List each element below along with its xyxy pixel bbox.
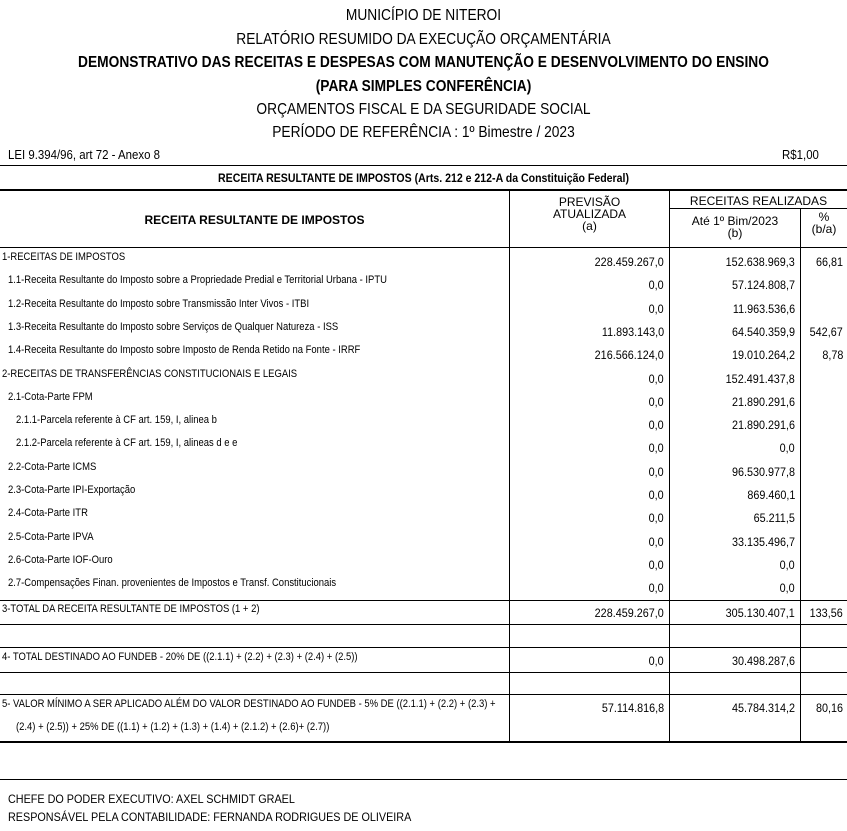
row-realized: 21.890.291,6 (731, 418, 795, 432)
row-label: 2.6-Cota-Parte IOF-Ouro (8, 554, 113, 566)
row-realized: 0,0 (779, 558, 795, 572)
row-realized: 869.460,1 (746, 488, 795, 502)
row-forecast: 0,0 (648, 581, 664, 595)
percent-line1: % (818, 210, 830, 224)
until-line2: (b) (727, 226, 743, 240)
row-label: 1.2-Receita Resultante do Imposto sobre Transmissão Inter Vivos - ITBI (8, 298, 310, 310)
section-title: RECEITA RESULTANTE DE IMPOSTOS (Arts. 212 e 212-A da Constituição Federal) (218, 171, 629, 185)
fundeb-label: 4- TOTAL DESTINADO AO FUNDEB - 20% DE ((2.1.1) + (2.2) + (2.3) + (2.4) + (2.5)) (2, 651, 358, 663)
row-label: 2.7-Compensações Finan. provenientes de Impostos e Transf. Constitucionais (8, 577, 337, 589)
col-header-until-bim (670, 215, 800, 239)
row-realized: 57.124.808,7 (731, 278, 795, 292)
row-forecast: 0,0 (648, 441, 664, 455)
rule-total-bottom (0, 624, 847, 625)
row-realized: 96.530.977,8 (731, 465, 795, 479)
row-forecast: 0,0 (648, 418, 664, 432)
row-realized: 152.491.437,8 (725, 372, 795, 386)
rule-footer (0, 779, 847, 780)
row-forecast: 0,0 (648, 372, 664, 386)
row-realized: 64.540.359,9 (731, 325, 795, 339)
row-forecast: 0,0 (648, 465, 664, 479)
row-label: 1-RECEITAS DE IMPOSTOS (2, 251, 126, 263)
row-label: 2.4-Cota-Parte ITR (8, 507, 88, 519)
law-reference: LEI 9.394/96, art 72 - Anexo 8 (8, 147, 161, 162)
fundeb-realized: 30.498.287,6 (731, 654, 795, 668)
rule-table-bottom (0, 741, 847, 743)
row-realized: 65.211,5 (753, 511, 795, 525)
forecast-line1: PREVISÃO (558, 195, 621, 209)
row-forecast: 0,0 (648, 488, 664, 502)
row-forecast: 0,0 (648, 395, 664, 409)
row-realized: 152.638.969,3 (725, 255, 795, 269)
conference-note: (PARA SIMPLES CONFERÊNCIA) (315, 78, 532, 95)
forecast-line2: ATUALIZADA (552, 207, 627, 221)
accounting-responsible: RESPONSÁVEL PELA CONTABILIDADE: FERNANDA RODRIGUES DE OLIVEIRA (8, 810, 412, 824)
report-title: RELATÓRIO RESUMIDO DA EXECUÇÃO ORÇAMENTÁRIA (236, 31, 611, 48)
row-label: 2-RECEITAS DE TRANSFERÊNCIAS CONSTITUCIONAIS E LEGAIS (2, 368, 298, 380)
minimum-label-line1: 5- VALOR MÍNIMO A SER APLICADO ALÉM DO VALOR DESTINADO AO FUNDEB - 5% DE ((2.1.1) + (2.2) + (2.3) + (2, 698, 496, 710)
row-percent: 8,78 (821, 348, 843, 362)
fundeb-forecast: 0,0 (648, 654, 664, 668)
row-percent: 66,81 (815, 255, 843, 269)
row-percent: 542,67 (809, 325, 843, 339)
total-percent: 133,56 (809, 606, 843, 620)
rule-gap1 (0, 647, 847, 648)
minimum-percent: 80,16 (815, 701, 843, 715)
row-label: 2.2-Cota-Parte ICMS (8, 461, 97, 473)
rule-header-bottom (0, 247, 847, 248)
row-realized: 11.963.536,6 (732, 302, 795, 316)
statement-title: DEMONSTRATIVO DAS RECEITAS E DESPESAS COM MANUTENÇÃO E DESENVOLVIMENTO DO ENSINO (78, 54, 769, 71)
row-label: 1.3-Receita Resultante do Imposto sobre Serviços de Qualquer Natureza - ISS (8, 321, 339, 333)
total-label: 3-TOTAL DA RECEITA RESULTANTE DE IMPOSTOS (1 + 2) (2, 603, 260, 615)
rule-realized (669, 208, 847, 209)
rule-fundeb-bottom (0, 672, 847, 673)
col-sep-2 (669, 190, 670, 742)
row-label: 2.5-Cota-Parte IPVA (8, 531, 94, 543)
until-line1: Até 1º Bim/2023 (691, 214, 779, 228)
row-forecast: 0,0 (648, 558, 664, 572)
rule-total-top (0, 600, 847, 601)
rule-section (0, 189, 847, 191)
row-label: 2.1-Cota-Parte FPM (8, 391, 93, 403)
minimum-label-line2: (2.4) + (2.5)) + 25% DE ((1.1) + (1.2) + (1.3) + (1.4) + (2.1.2) + (2.6)+ (2.7)) (16, 721, 330, 733)
row-realized: 33.135.496,7 (731, 535, 795, 549)
executive-chief: CHEFE DO PODER EXECUTIVO: AXEL SCHMIDT GRAEL (8, 792, 295, 806)
col-header-description: RECEITA RESULTANTE DE IMPOSTOS (144, 213, 365, 227)
rule-top (0, 165, 847, 166)
row-realized: 0,0 (779, 441, 795, 455)
minimum-realized: 45.784.314,2 (731, 701, 795, 715)
budget-scope: ORÇAMENTOS FISCAL E DA SEGURIDADE SOCIAL (256, 101, 591, 118)
row-forecast: 11.893.143,0 (601, 325, 664, 339)
percent-line2: (b/a) (811, 222, 837, 236)
row-realized: 21.890.291,6 (731, 395, 795, 409)
col-sep-1 (509, 190, 510, 742)
row-label: 1.1-Receita Resultante do Imposto sobre a Propriedade Predial e Territorial Urbana - IPTU (8, 274, 387, 286)
col-header-percent (801, 211, 847, 235)
row-forecast: 216.566.124,0 (594, 348, 664, 362)
row-label: 2.3-Cota-Parte IPI-Exportação (8, 484, 136, 496)
rule-gap2 (0, 694, 847, 695)
row-forecast: 0,0 (648, 511, 664, 525)
row-forecast: 228.459.267,0 (594, 255, 664, 269)
row-realized: 0,0 (779, 581, 795, 595)
col-header-forecast (510, 196, 669, 232)
row-label: 2.1.2-Parcela referente à CF art. 159, I, alineas d e e (16, 437, 238, 449)
total-realized: 305.130.407,1 (725, 606, 795, 620)
col-header-realized: RECEITAS REALIZADAS (689, 194, 828, 208)
row-label: 2.1.1-Parcela referente à CF art. 159, I, alinea b (16, 414, 217, 426)
currency-unit: R$1,00 (782, 147, 819, 162)
reference-period: PERÍODO DE REFERÊNCIA : 1º Bimestre / 2023 (272, 124, 575, 141)
row-forecast: 0,0 (648, 278, 664, 292)
row-realized: 19.010.264,2 (731, 348, 795, 362)
row-forecast: 0,0 (648, 535, 664, 549)
row-label: 1.4-Receita Resultante do Imposto sobre Imposto de Renda Retido na Fonte - IRRF (8, 344, 361, 356)
forecast-line3: (a) (582, 219, 597, 233)
minimum-forecast: 57.114.816,8 (601, 701, 664, 715)
col-sep-3 (800, 209, 801, 742)
row-forecast: 0,0 (648, 302, 664, 316)
municipality-title: MUNICÍPIO DE NITEROI (345, 7, 502, 24)
total-forecast: 228.459.267,0 (594, 606, 664, 620)
